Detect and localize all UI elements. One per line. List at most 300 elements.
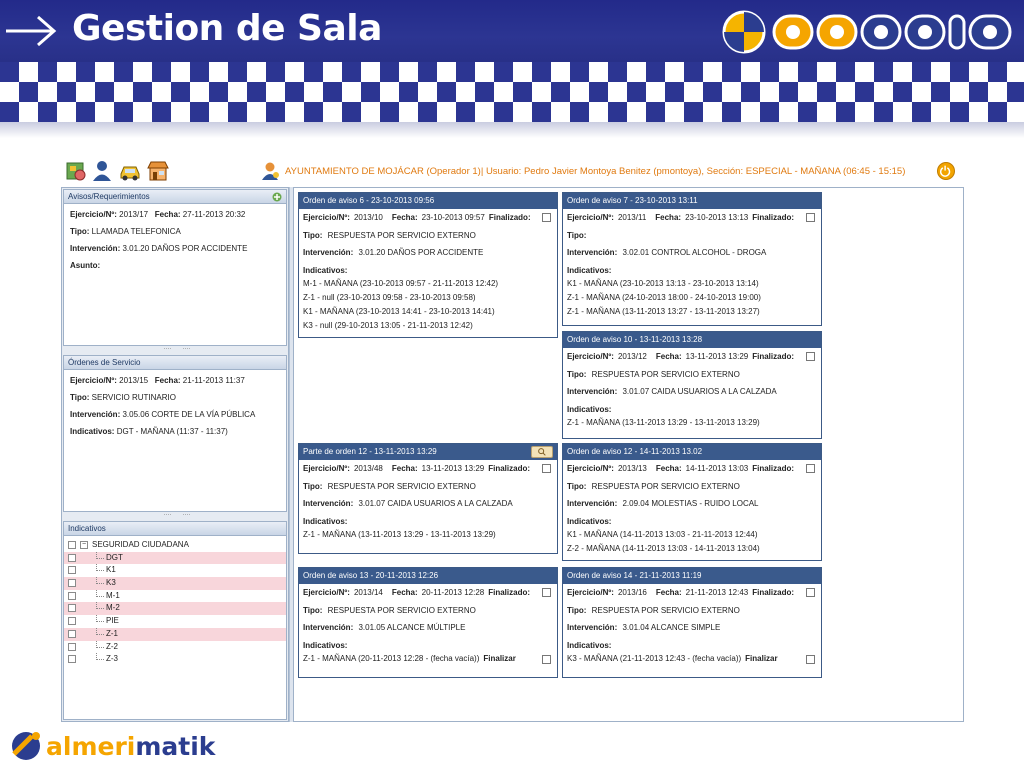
fecha-value: 13-11-2013 13:29 xyxy=(685,352,749,361)
checker-cell xyxy=(950,62,969,82)
checker-cell xyxy=(228,102,247,122)
indicativo-text: Z-1 - null (23-10-2013 09:58 - 23-10-2013 09:58) xyxy=(303,293,476,302)
checker-cell xyxy=(57,82,76,102)
indicativos-row xyxy=(567,513,817,531)
checker-cell xyxy=(893,102,912,122)
tree-item-label: Z-2 xyxy=(106,641,118,651)
checker-cell xyxy=(228,82,247,102)
checker-cell xyxy=(874,102,893,122)
checker-cell xyxy=(836,82,855,102)
indicativo-text: K1 - MAÑANA (14-11-2013 13:03 - 21-11-2013 12:44) xyxy=(567,530,758,539)
ordenes-panel xyxy=(63,355,287,512)
finalizar-checkbox[interactable] xyxy=(542,655,551,664)
tipo-value: RESPUESTA POR SERVICIO EXTERNO xyxy=(589,481,740,491)
indicativo-text: Z-1 - MAÑANA (20-11-2013 12:28 - (fecha vacía)) xyxy=(303,654,480,663)
finalizado-checkbox[interactable] xyxy=(806,213,815,222)
tree-connector xyxy=(96,590,104,597)
checker-cell xyxy=(988,62,1007,82)
add-icon[interactable] xyxy=(272,192,282,202)
checker-cell xyxy=(95,102,114,122)
avisos-intervencion: 3.01.20 DAÑOS POR ACCIDENTE xyxy=(122,244,248,253)
fecha-label: Fecha: xyxy=(655,352,682,361)
checker-cell xyxy=(874,62,893,82)
ordenes-indicativos: DGT - MAÑANA (11:37 - 11:37) xyxy=(116,427,228,436)
card-title-text: Orden de aviso 10 - 13-11-2013 13:28 xyxy=(567,335,703,344)
intervencion-label: Intervención: xyxy=(303,248,354,257)
indicativos-label: Indicativos: xyxy=(303,516,348,526)
avisos-panel-header: Avisos/Requerimientos xyxy=(64,190,286,204)
checker-cell xyxy=(741,62,760,82)
checker-cell xyxy=(361,102,380,122)
intervencion-label: Intervención: xyxy=(567,248,618,257)
checker-cell xyxy=(266,82,285,102)
checker-cell xyxy=(171,102,190,122)
checker-cell xyxy=(76,102,95,122)
checker-cell xyxy=(0,102,19,122)
indicativo-line xyxy=(567,293,817,307)
card-title[interactable] xyxy=(563,568,821,584)
fecha-label: Fecha: xyxy=(391,464,418,473)
fecha-value: 23-10-2013 13:13 xyxy=(685,213,749,222)
card-title[interactable] xyxy=(299,193,557,209)
checker-cell xyxy=(646,102,665,122)
indicativo-text: Z-1 - MAÑANA (24-10-2013 18:00 - 24-10-2013 19:00) xyxy=(567,293,761,302)
ordenes-intervencion: 3.05.06 CORTE DE LA VÍA PÚBLICA xyxy=(122,410,256,419)
finalizado-checkbox[interactable] xyxy=(542,213,551,222)
checker-cell xyxy=(570,102,589,122)
checker-cell xyxy=(532,102,551,122)
tree-item[interactable] xyxy=(64,641,286,654)
fecha-label: Fecha: xyxy=(655,213,682,222)
tree-checkbox[interactable] xyxy=(68,541,76,549)
checker-cell xyxy=(475,82,494,102)
intervencion-value: 3.01.07 CAIDA USUARIOS A LA CALZADA xyxy=(356,499,513,508)
resize-handle[interactable]: ···· ···· xyxy=(163,346,191,353)
checker-cell xyxy=(304,82,323,102)
checker-cell xyxy=(285,82,304,102)
order-card[interactable] xyxy=(562,331,822,439)
checker-cell xyxy=(133,62,152,82)
checker-cell xyxy=(285,102,304,122)
checker-cell xyxy=(19,102,38,122)
tipo-value: RESPUESTA POR SERVICIO EXTERNO xyxy=(325,605,476,615)
ordenes-tipo-label: Tipo: xyxy=(70,393,90,402)
checker-cell xyxy=(304,102,323,122)
indicativo-text: Z-2 - MAÑANA (14-11-2013 13:03 - 14-11-2013 13:04) xyxy=(567,544,760,553)
checker-cell xyxy=(0,82,19,102)
ordenes-tipo: SERVICIO RUTINARIO xyxy=(91,393,176,402)
tree-item[interactable] xyxy=(64,628,286,641)
intervencion-row xyxy=(303,619,553,637)
almerimatik-logo-text: almerimatik xyxy=(46,732,216,761)
finalizado-checkbox[interactable] xyxy=(542,464,551,473)
avisos-tipo-label: Tipo: xyxy=(70,227,90,236)
checker-cell xyxy=(57,102,76,122)
card-title-text: Parte de orden 12 - 13-11-2013 13:29 xyxy=(303,447,437,456)
intervencion-row xyxy=(567,244,817,262)
intervencion-value: 3.01.07 CAIDA USUARIOS A LA CALZADA xyxy=(620,387,777,396)
search-icon xyxy=(532,447,552,457)
checker-cell xyxy=(665,102,684,122)
card-title[interactable] xyxy=(299,568,557,584)
avisos-intervencion-label: Intervención: xyxy=(70,244,121,253)
card-title-text: Orden de aviso 6 - 23-10-2013 09:56 xyxy=(303,196,435,205)
user-icon[interactable] xyxy=(91,160,113,182)
checker-cell xyxy=(133,82,152,102)
shop-icon[interactable] xyxy=(147,160,169,182)
checker-cell xyxy=(779,102,798,122)
card-title-text: Orden de aviso 12 - 14-11-2013 13.02 xyxy=(567,447,703,456)
tipo-row xyxy=(303,478,553,496)
checker-cell xyxy=(152,102,171,122)
ejercicio-label: Ejercicio/Nº: xyxy=(567,352,614,361)
indicativo-line xyxy=(303,307,553,321)
indicativos-row xyxy=(303,637,553,655)
checker-cell xyxy=(475,62,494,82)
indicativo-line xyxy=(303,654,553,668)
map-icon[interactable] xyxy=(65,160,87,182)
finalizado-label: Finalizado: xyxy=(752,213,795,222)
user-bar xyxy=(261,159,964,183)
checker-cell xyxy=(380,102,399,122)
ejercicio-value: 2013/11 xyxy=(617,213,647,222)
checker-cell xyxy=(722,82,741,102)
checker-cell xyxy=(969,62,988,82)
checker-cell xyxy=(380,82,399,102)
checker-cell xyxy=(551,82,570,102)
checker-cell xyxy=(893,82,912,102)
tree-checkbox[interactable] xyxy=(68,617,76,625)
intervencion-label: Intervención: xyxy=(303,499,354,508)
checker-cell xyxy=(209,62,228,82)
finalizado-label: Finalizado: xyxy=(752,464,795,473)
indicativos-row xyxy=(303,262,553,280)
checker-cell xyxy=(380,62,399,82)
tree-checkbox[interactable] xyxy=(68,630,76,638)
tree-checkbox[interactable] xyxy=(68,604,76,612)
checker-cell xyxy=(779,62,798,82)
checker-cell xyxy=(418,82,437,102)
tree-item-label: Z-3 xyxy=(106,654,118,664)
checker-cell xyxy=(551,102,570,122)
checker-fade xyxy=(0,122,1024,138)
ejercicio-row xyxy=(567,209,817,227)
checker-cell xyxy=(266,102,285,122)
app-window xyxy=(61,155,964,722)
ordenes-indicativos-label: Indicativos: xyxy=(70,427,115,436)
intervencion-row xyxy=(567,495,817,513)
checker-cell xyxy=(342,82,361,102)
avisos-fecha: 27-11-2013 20:32 xyxy=(182,210,246,219)
checker-cell xyxy=(152,82,171,102)
tree-item[interactable] xyxy=(64,602,286,615)
order-card[interactable] xyxy=(562,443,822,561)
checker-cell xyxy=(399,102,418,122)
tree-item[interactable] xyxy=(64,615,286,628)
tree-checkbox[interactable] xyxy=(68,579,76,587)
checker-cell xyxy=(38,102,57,122)
tipo-row xyxy=(567,602,817,620)
tree-item[interactable] xyxy=(64,590,286,603)
indicativos-label: Indicativos: xyxy=(567,516,612,526)
avisos-fecha-label: Fecha: xyxy=(154,210,181,219)
checker-cell xyxy=(399,82,418,102)
intervencion-row xyxy=(303,244,553,262)
checker-cell xyxy=(247,102,266,122)
checker-cell xyxy=(589,62,608,82)
tree-item-label: K3 xyxy=(106,578,116,588)
ejercicio-value: 2013/16 xyxy=(617,588,647,597)
checker-cell xyxy=(114,102,133,122)
cards-area xyxy=(293,187,964,722)
checker-cell xyxy=(988,102,1007,122)
finalizado-checkbox[interactable] xyxy=(806,588,815,597)
tipo-value: RESPUESTA POR SERVICIO EXTERNO xyxy=(325,230,476,240)
checker-cell xyxy=(95,82,114,102)
checker-cell xyxy=(836,102,855,122)
indicativo-line xyxy=(567,307,817,321)
checker-cell xyxy=(456,62,475,82)
indicativo-line xyxy=(303,530,553,544)
tree-item-label: Z-1 xyxy=(106,628,118,638)
finalizado-checkbox[interactable] xyxy=(542,588,551,597)
tree-item[interactable] xyxy=(64,564,286,577)
indicativos-row xyxy=(567,262,817,280)
ejercicio-label: Ejercicio/Nº: xyxy=(303,213,350,222)
tipo-value: RESPUESTA POR SERVICIO EXTERNO xyxy=(589,605,740,615)
checker-cell xyxy=(684,82,703,102)
finalizado-label: Finalizado: xyxy=(488,464,531,473)
checker-cell xyxy=(627,102,646,122)
intervencion-row xyxy=(303,495,553,513)
tree-item[interactable] xyxy=(64,552,286,565)
indicativo-text: K1 - MAÑANA (23-10-2013 14:41 - 23-10-2013 14:41) xyxy=(303,307,495,316)
checker-cell xyxy=(646,82,665,102)
checker-cell xyxy=(361,82,380,102)
avisos-panel xyxy=(63,189,287,346)
checker-cell xyxy=(760,62,779,82)
tree-root[interactable] xyxy=(64,539,286,552)
indicativos-tree xyxy=(64,536,286,666)
ejercicio-label: Ejercicio/Nº: xyxy=(303,464,350,473)
tipo-value: RESPUESTA POR SERVICIO EXTERNO xyxy=(325,481,476,491)
checker-cell xyxy=(247,62,266,82)
indicativos-label: Indicativos: xyxy=(567,265,612,275)
card-title[interactable] xyxy=(299,444,557,460)
tree-checkbox[interactable] xyxy=(68,592,76,600)
checker-cell xyxy=(475,102,494,122)
indicativos-label: Indicativos: xyxy=(567,640,612,650)
tipo-row xyxy=(567,478,817,496)
checker-cell xyxy=(304,62,323,82)
checker-cell xyxy=(285,62,304,82)
checker-band xyxy=(0,62,1024,138)
checker-cell xyxy=(950,102,969,122)
checker-cell xyxy=(931,102,950,122)
checker-cell xyxy=(931,82,950,102)
checker-cell xyxy=(114,62,133,82)
tree-checkbox[interactable] xyxy=(68,554,76,562)
tree-checkbox[interactable] xyxy=(68,566,76,574)
checker-cell xyxy=(798,82,817,102)
ordenes-ejercicio: 2013/15 xyxy=(119,376,149,385)
indicativo-line xyxy=(567,530,817,544)
ejercicio-row xyxy=(567,348,817,366)
checker-cell xyxy=(456,82,475,102)
checker-cell xyxy=(114,82,133,102)
ordenes-ejercicio-label: Ejercicio/Nº: xyxy=(70,376,117,385)
intervencion-value: 3.01.04 ALCANCE SIMPLE xyxy=(620,623,721,632)
collapse-icon[interactable]: − xyxy=(81,541,87,548)
tipo-label: Tipo: xyxy=(567,605,587,615)
checker-cell xyxy=(817,102,836,122)
card-title-text: Orden de aviso 7 - 23-10-2013 13:11 xyxy=(567,196,698,205)
finalizado-checkbox[interactable] xyxy=(806,464,815,473)
intervencion-value: 3.02.01 CONTROL ALCOHOL - DROGA xyxy=(620,248,767,257)
checker-cell xyxy=(912,82,931,102)
order-card[interactable] xyxy=(298,443,558,554)
fecha-value: 21-11-2013 12:43 xyxy=(685,588,749,597)
ejercicio-row xyxy=(567,460,817,478)
checker-cell xyxy=(342,62,361,82)
checker-cell xyxy=(494,102,513,122)
checker-cell xyxy=(38,62,57,82)
tipo-row xyxy=(567,227,817,245)
indicativo-line xyxy=(303,321,553,335)
slide-title: Gestion de Sala xyxy=(72,8,382,49)
tipo-row xyxy=(567,366,817,384)
fecha-label: Fecha: xyxy=(391,213,418,222)
checker-cell xyxy=(1007,82,1024,102)
tree-checkbox[interactable] xyxy=(68,655,76,663)
checker-cell xyxy=(570,62,589,82)
car-icon[interactable] xyxy=(119,160,141,182)
finalizado-label: Finalizado: xyxy=(488,588,531,597)
checker-cell xyxy=(57,62,76,82)
checker-cell xyxy=(342,102,361,122)
checker-cell xyxy=(228,62,247,82)
checker-cell xyxy=(874,82,893,102)
tree-item-label: M-1 xyxy=(106,590,120,600)
checker-cell xyxy=(76,62,95,82)
ordenes-intervencion-label: Intervención: xyxy=(70,410,121,419)
order-card[interactable] xyxy=(562,192,822,326)
almerimatik-logo xyxy=(6,726,226,764)
order-card[interactable] xyxy=(562,567,822,678)
checker-cell xyxy=(437,82,456,102)
checker-cell xyxy=(95,62,114,82)
checker-cell xyxy=(323,102,342,122)
indicativos-row xyxy=(567,401,817,419)
checker-cell xyxy=(608,102,627,122)
tree-item[interactable] xyxy=(64,653,286,666)
indicativo-text: K3 - MAÑANA (21-11-2013 12:43 - (fecha vacía)) xyxy=(567,654,742,663)
checker-cell xyxy=(741,102,760,122)
ejercicio-row xyxy=(303,460,553,478)
search-button[interactable] xyxy=(531,446,553,458)
checker-cell xyxy=(684,62,703,82)
checker-cell xyxy=(494,82,513,102)
ordenes-fecha: 21-11-2013 11:37 xyxy=(182,376,245,385)
checker-cell xyxy=(76,82,95,102)
checker-cell xyxy=(38,82,57,102)
intervencion-label: Intervención: xyxy=(567,499,618,508)
checker-cell xyxy=(209,102,228,122)
checker-cell xyxy=(741,82,760,102)
checker-cell xyxy=(19,82,38,102)
indicativos-row xyxy=(567,637,817,655)
ejercicio-label: Ejercicio/Nº: xyxy=(567,213,614,222)
operator-icon xyxy=(261,161,281,181)
fecha-label: Fecha: xyxy=(391,588,418,597)
indicativos-panel-header: Indicativos xyxy=(64,522,286,536)
order-card[interactable] xyxy=(298,192,558,338)
checker-cell xyxy=(513,62,532,82)
tipo-label: Tipo: xyxy=(567,230,587,240)
indicativo-text: Z-1 - MAÑANA (13-11-2013 13:27 - 13-11-2013 13:27) xyxy=(567,307,760,316)
tipo-row xyxy=(303,602,553,620)
order-card[interactable] xyxy=(298,567,558,678)
checker-cell xyxy=(551,62,570,82)
tree-item[interactable] xyxy=(64,577,286,590)
finalizado-checkbox[interactable] xyxy=(806,352,815,361)
checker-cell xyxy=(323,82,342,102)
card-title[interactable] xyxy=(563,444,821,460)
tree-item-label: PIE xyxy=(106,616,119,626)
intervencion-label: Intervención: xyxy=(567,387,618,396)
card-title-text: Orden de aviso 13 - 20-11-2013 12:26 xyxy=(303,571,439,580)
ejercicio-row xyxy=(303,584,553,602)
indicativos-row xyxy=(303,513,553,531)
checker-cell xyxy=(437,62,456,82)
checker-cell xyxy=(703,82,722,102)
checker-cell xyxy=(399,62,418,82)
power-button[interactable] xyxy=(937,162,955,180)
checker-cell xyxy=(323,62,342,82)
tree-root-label: SEGURIDAD CIUDADANA xyxy=(92,540,189,549)
checker-cell xyxy=(627,82,646,102)
checker-cell xyxy=(627,62,646,82)
indicativos-label: Indicativos: xyxy=(303,640,348,650)
header-bar xyxy=(0,0,1024,62)
indicativo-line xyxy=(567,418,817,432)
finalizar-checkbox[interactable] xyxy=(806,655,815,664)
checker-cell xyxy=(0,62,19,82)
checker-cell xyxy=(190,82,209,102)
indicativo-line xyxy=(567,654,817,668)
resize-handle[interactable]: ···· ···· xyxy=(163,512,191,519)
tree-connector xyxy=(96,577,104,584)
checker-cell xyxy=(798,62,817,82)
checker-cell xyxy=(931,62,950,82)
ejercicio-value: 2013/14 xyxy=(353,588,383,597)
tree-checkbox[interactable] xyxy=(68,643,76,651)
fecha-value: 20-11-2013 12:28 xyxy=(421,588,485,597)
finalizado-label: Finalizado: xyxy=(752,588,795,597)
tree-connector xyxy=(96,641,104,648)
ejercicio-row xyxy=(567,584,817,602)
checker-cell xyxy=(817,82,836,102)
avisos-ejercicio: 2013/17 xyxy=(119,210,149,219)
intervencion-value: 2.09.04 MOLESTIAS - RUIDO LOCAL xyxy=(620,499,759,508)
checker-cell xyxy=(665,82,684,102)
checker-cell xyxy=(817,62,836,82)
ejercicio-value: 2013/48 xyxy=(353,464,383,473)
card-title[interactable] xyxy=(563,193,821,209)
card-title[interactable] xyxy=(563,332,821,348)
user-info: AYUNTAMIENTO DE MOJÁCAR (Operador 1)| Usuario: Pedro Javier Montoya Benitez (pmontoya), Sección: ESPECIAL - MAÑANA (06:45 - 15:15) xyxy=(285,166,906,177)
avisos-asunto-label: Asunto: xyxy=(70,261,101,270)
